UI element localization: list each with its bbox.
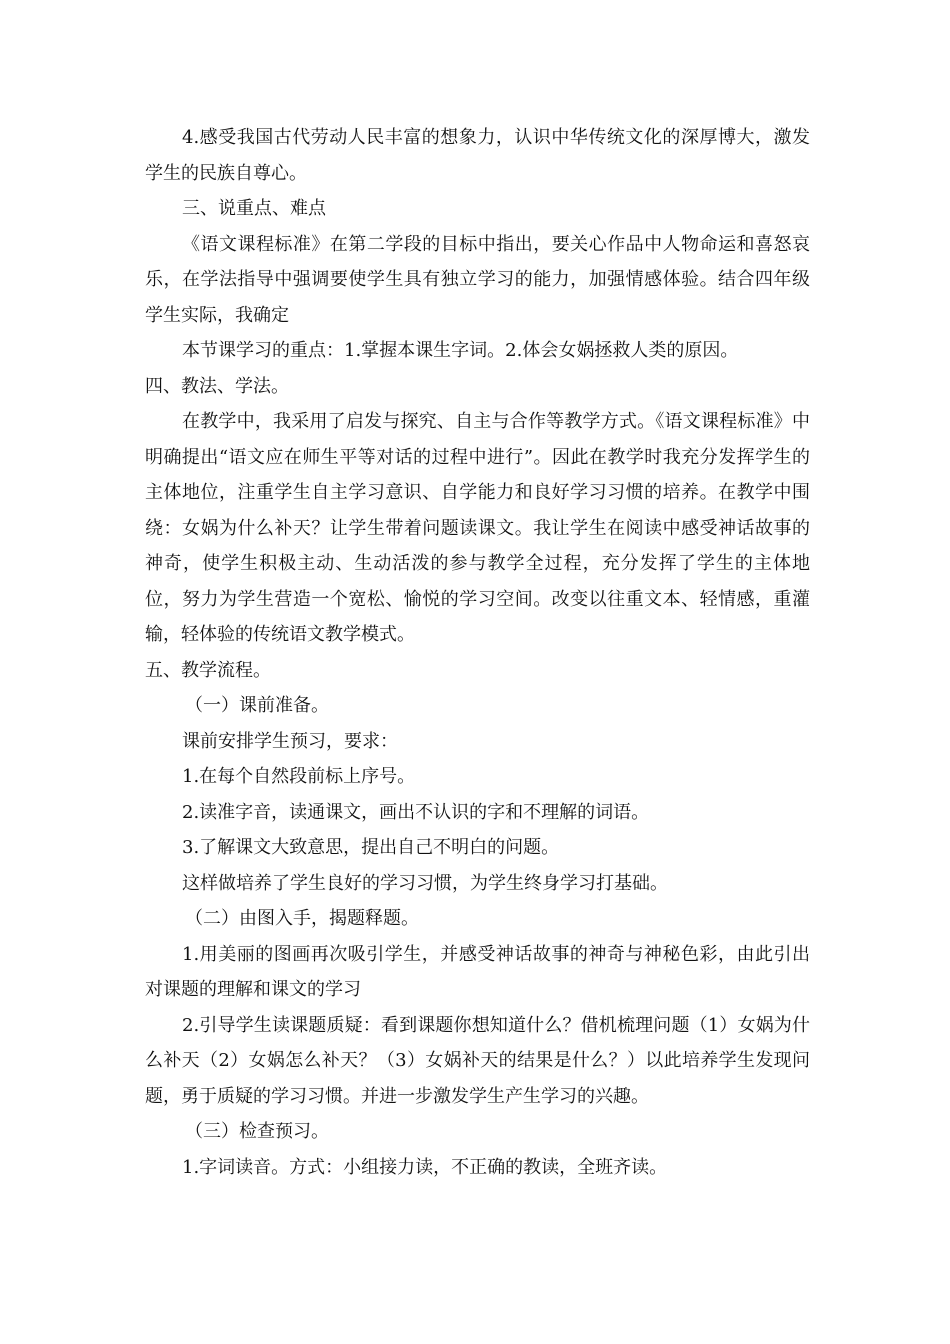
- heading-teaching-methods: 四、教法、学法。: [145, 375, 289, 397]
- subheading-picture-intro: （二）由图入手，揭题释题。: [185, 908, 419, 929]
- paragraph-picture-2: 2.引导学生读课题质疑：看到课题你想知道什么？借机梳理问题（1）女娲为什么补天（2）女娲怎么补天？（3）女娲补天的结果是什么？）以此培养学生发现问题，勇于质疑的学习习惯。并进一步激发学生产生学习的兴趣。: [145, 1014, 810, 1107]
- paragraph-picture-1: 1.用美丽的图画再次吸引学生，并感受神话故事的神奇与神秘色彩，由此引出对课题的理解和课文的学习: [145, 943, 810, 1000]
- heading-key-points: 三、说重点、难点: [182, 198, 326, 219]
- document-page: [145, 120, 810, 1185]
- subheading-preparation: （一）课前准备。: [185, 695, 329, 716]
- paragraph-teaching-methods: 在教学中，我采用了启发与探究、自主与合作等教学方式。《语文课程标准》中明确提出“语文应在师生平等对话的过程中进行”。因此在教学时我充分发挥学生的主体地位，注重学生自主学习意识、自学能力和良好学习习惯的培养。在教学中围绕：女娲为什么补天？让学生带着问题读课文。我让学生在阅读中感受神话故事的神奇，使学生积极主动、生动活泼的参与教学全过程，充分发挥了学生的主体地位，努力为学生营造一个宽松、愉悦的学习空间。改变以往重文本、轻情感，重灌输，轻体验的传统语文教学模式。: [145, 411, 810, 645]
- paragraph-preview-requirements: 课前安排学生预习，要求：: [182, 730, 398, 752]
- subheading-check-preview: （三）检查预习。: [185, 1121, 329, 1142]
- paragraph-lesson-focus: 本节课学习的重点：1.掌握本课生字词。2.体会女娲拯救人类的原因。: [182, 340, 739, 361]
- paragraph-habit: 这样做培养了学生良好的学习习惯，为学生终身学习打基础。: [182, 872, 668, 894]
- heading-teaching-process: 五、教学流程。: [145, 659, 271, 681]
- list-item-2: 2.读准字音，读通课文，画出不认识的字和不理解的词语。: [182, 801, 650, 823]
- paragraph-check-1: 1.字词读音。方式：小组接力读，不正确的教读，全班齐读。: [182, 1156, 668, 1178]
- paragraph-curriculum-standard: 《语文课程标准》在第二学段的目标中指出，要关心作品中人物命运和喜怒哀乐，在学法指导中强调要使学生具有独立学习的能力，加强情感体验。结合四年级学生实际，我确定: [145, 233, 810, 326]
- paragraph-objective-4: 4.感受我国古代劳动人民丰富的想象力，认识中华传统文化的深厚博大，激发学生的民族自尊心。: [145, 127, 810, 184]
- list-item-1: 1.在每个自然段前标上序号。: [182, 766, 416, 787]
- list-item-3: 3.了解课文大致意思，提出自己不明白的问题。: [182, 837, 560, 858]
